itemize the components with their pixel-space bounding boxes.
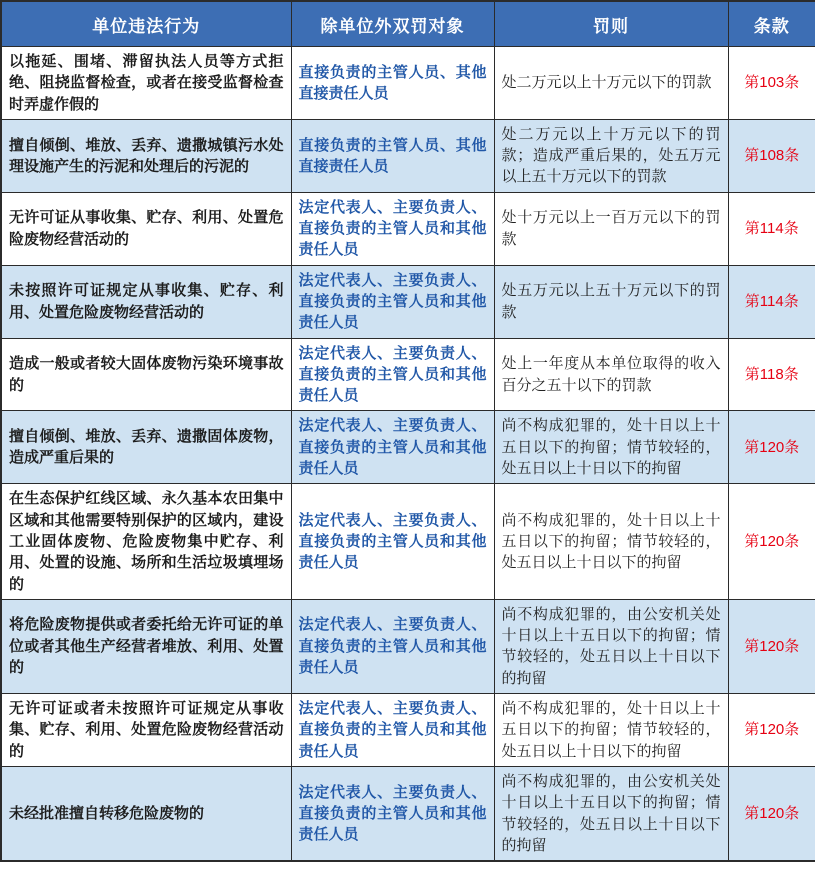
violation-cell: 无许可证或者未按照许可证规定从事收集、贮存、利用、处置危险废物经营活动的 bbox=[1, 694, 291, 767]
violation-cell: 将危险废物提供或者委托给无许可证的单位或者其他生产经营者堆放、利用、处置的 bbox=[1, 599, 291, 693]
column-header-article: 条款 bbox=[728, 1, 815, 47]
table-row bbox=[1, 119, 815, 192]
article-cell: 第120条 bbox=[728, 599, 815, 693]
article-cell: 第120条 bbox=[728, 694, 815, 767]
article-cell: 第118条 bbox=[728, 338, 815, 411]
article-cell: 第103条 bbox=[728, 47, 815, 120]
penalty-cell: 尚不构成犯罪的，处十日以上十五日以下的拘留；情节较轻的，处五日以上十日以下的拘留 bbox=[494, 484, 728, 599]
article-cell: 第114条 bbox=[728, 192, 815, 265]
column-header-penalty: 罚则 bbox=[494, 1, 728, 47]
violation-cell: 擅自倾倒、堆放、丢弃、遗撒城镇污水处理设施产生的污泥和处理后的污泥的 bbox=[1, 119, 291, 192]
table-row bbox=[1, 47, 815, 120]
article-cell: 第120条 bbox=[728, 484, 815, 599]
penalty-cell: 尚不构成犯罪的，由公安机关处十日以上十五日以下的拘留；情节较轻的，处五日以上十日以下的拘留 bbox=[494, 766, 728, 861]
target-cell: 直接负责的主管人员、其他直接责任人员 bbox=[291, 119, 494, 192]
penalty-cell: 处五万元以上五十万元以下的罚款 bbox=[494, 265, 728, 338]
violation-cell: 造成一般或者较大固体废物污染环境事故的 bbox=[1, 338, 291, 411]
target-cell: 法定代表人、主要负责人、直接负责的主管人员和其他责任人员 bbox=[291, 766, 494, 861]
table-row bbox=[1, 694, 815, 767]
penalty-cell: 尚不构成犯罪的，处十日以上十五日以下的拘留；情节较轻的，处五日以上十日以下的拘留 bbox=[494, 694, 728, 767]
table-row bbox=[1, 338, 815, 411]
article-cell: 第108条 bbox=[728, 119, 815, 192]
target-cell: 法定代表人、主要负责人、直接负责的主管人员和其他责任人员 bbox=[291, 484, 494, 599]
article-cell: 第120条 bbox=[728, 411, 815, 484]
table-body bbox=[1, 47, 815, 862]
target-cell: 法定代表人、主要负责人、直接负责的主管人员和其他责任人员 bbox=[291, 411, 494, 484]
target-cell: 法定代表人、主要负责人、直接负责的主管人员和其他责任人员 bbox=[291, 338, 494, 411]
violation-cell: 以拖延、围堵、滞留执法人员等方式拒绝、阻挠监督检查，或者在接受监督检查时弄虚作假的 bbox=[1, 47, 291, 120]
column-header-target: 除单位外双罚对象 bbox=[291, 1, 494, 47]
table-row bbox=[1, 599, 815, 693]
violation-cell: 无许可证从事收集、贮存、利用、处置危险废物经营活动的 bbox=[1, 192, 291, 265]
column-header-violation: 单位违法行为 bbox=[1, 1, 291, 47]
penalty-cell: 处二万元以上十万元以下的罚款 bbox=[494, 47, 728, 120]
table-row bbox=[1, 766, 815, 861]
penalty-cell: 尚不构成犯罪的，处十日以上十五日以下的拘留；情节较轻的，处五日以上十日以下的拘留 bbox=[494, 411, 728, 484]
penalty-cell: 处上一年度从本单位取得的收入百分之五十以下的罚款 bbox=[494, 338, 728, 411]
article-cell: 第114条 bbox=[728, 265, 815, 338]
violation-cell: 未经批准擅自转移危险废物的 bbox=[1, 766, 291, 861]
violation-cell: 未按照许可证规定从事收集、贮存、利用、处置危险废物经营活动的 bbox=[1, 265, 291, 338]
target-cell: 直接负责的主管人员、其他直接责任人员 bbox=[291, 47, 494, 120]
header-row bbox=[1, 1, 815, 47]
target-cell: 法定代表人、主要负责人、直接负责的主管人员和其他责任人员 bbox=[291, 192, 494, 265]
table-row bbox=[1, 411, 815, 484]
target-cell: 法定代表人、主要负责人、直接负责的主管人员和其他责任人员 bbox=[291, 265, 494, 338]
penalty-cell: 尚不构成犯罪的，由公安机关处十日以上十五日以下的拘留；情节较轻的，处五日以上十日以下的拘留 bbox=[494, 599, 728, 693]
article-cell: 第120条 bbox=[728, 766, 815, 861]
penalty-cell: 处十万元以上一百万元以下的罚款 bbox=[494, 192, 728, 265]
violation-cell: 在生态保护红线区域、永久基本农田集中区域和其他需要特别保护的区域内，建设工业固体废物、危险废物集中贮存、利用、处置的设施、场所和生活垃圾填埋场的 bbox=[1, 484, 291, 599]
target-cell: 法定代表人、主要负责人、直接负责的主管人员和其他责任人员 bbox=[291, 599, 494, 693]
penalty-cell: 处二万元以上十万元以下的罚款；造成严重后果的，处五万元以上五十万元以下的罚款 bbox=[494, 119, 728, 192]
table-row bbox=[1, 484, 815, 599]
table-row bbox=[1, 265, 815, 338]
violation-cell: 擅自倾倒、堆放、丢弃、遗撒固体废物，造成严重后果的 bbox=[1, 411, 291, 484]
target-cell: 法定代表人、主要负责人、直接负责的主管人员和其他责任人员 bbox=[291, 694, 494, 767]
table-row bbox=[1, 192, 815, 265]
